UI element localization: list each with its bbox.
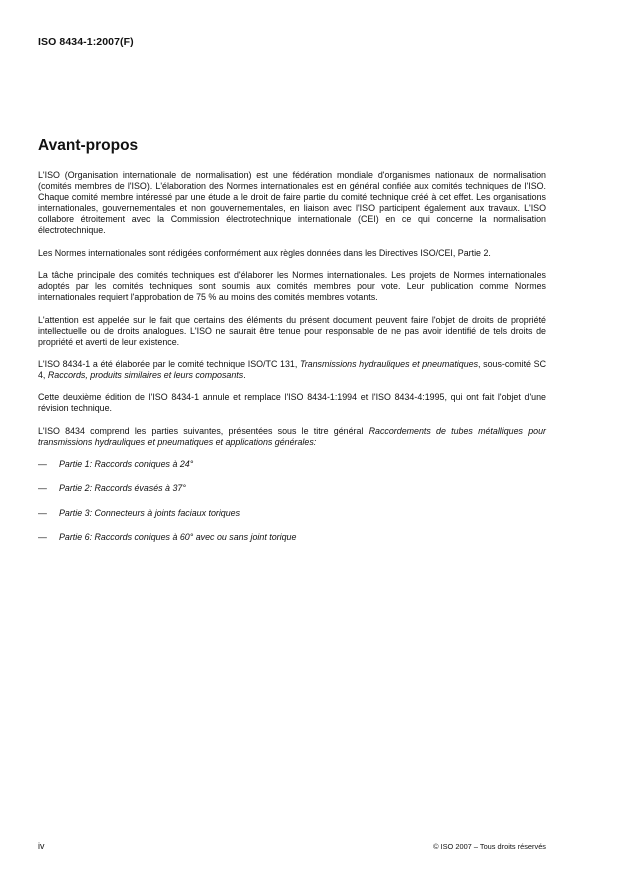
dash-bullet: — [38,483,47,494]
section-title: Avant-propos [38,137,139,154]
list-item [38,508,546,519]
list-item [38,532,546,543]
parts-list [38,459,546,543]
part-label: Partie 1: Raccords coniques à 24° [59,459,194,470]
paragraph-directives: Les Normes internationales sont rédigées conformément aux règles données dans les Directives ISO/CEI, Partie 2. [38,247,491,258]
part-label: Partie 2: Raccords évasés à 37° [59,483,186,494]
text: L'ISO 8434 comprend les parties suivantes, présentées sous le titre général [38,425,369,436]
dash-bullet: — [38,531,47,542]
list-item [38,459,546,470]
subcommittee-title: Raccords, produits similaires et leurs composants [47,370,244,381]
text: . [243,370,246,381]
foreword-body [38,170,546,556]
text: L'ISO 8434-1 a été élaborée par le comité technique ISO/TC 131, [38,358,300,369]
part-label: Partie 3: Connecteurs à joints faciaux toriques [59,507,241,518]
part-label: Partie 6: Raccords coniques à 60° avec ou sans joint torique [59,531,297,542]
text: , sous-comité SC 4, [38,358,546,381]
copyright-notice: © ISO 2007 – Tous droits réservés [433,842,546,851]
paragraph-technical-committees: La tâche principale des comités techniques est d'élaborer les Normes internationales. Les projets de Normes internationales adoptés par les comités techniques sont soumis aux comités membres pour vote. Leur publication comme Normes internationales requiert l'approbation de 75 % au moins des comités membres votants. [38,270,546,303]
dash-bullet: — [38,459,47,470]
dash-bullet: — [38,507,47,518]
committee-title: Transmissions hydrauliques et pneumatiques [299,358,479,369]
paragraph-committee-origin [38,359,546,381]
list-item [38,483,546,494]
paragraph-edition: Cette deuxième édition de l'ISO 8434-1 annule et remplace l'ISO 8434-1:1994 et l'ISO 8434-4:1995, qui ont fait l'objet d'une révision technique. [38,392,546,414]
paragraph-parts-intro [38,426,546,448]
paragraph-iso-organisation: L'ISO (Organisation internationale de normalisation) est une fédération mondiale d'organismes nationaux de normalisation (comités membres de l'ISO). L'élaboration des Normes internationales est en général confiée aux comités techniques de l'ISO. Chaque comité membre intéressé par une étude a le droit de faire partie du comité technique créé à cet effet. Les organisations internationales, gouvernementales et non gouvernementales, en liaison avec l'ISO participent également aux travaux. L'ISO collabore étroitement avec la Commission électrotechnique internationale (CEI) en ce qui concerne la normalisation électrotechnique. [38,170,546,236]
paragraph-patent-rights: L'attention est appelée sur le fait que certains des éléments du présent document peuvent faire l'objet de droits de propriété intellectuelle ou de droits analogues. L'ISO ne saurait être tenue pour responsable de ne pas avoir identifié de tels droits de propriété et averti de leur existence. [38,314,546,347]
page-number: iv [38,841,45,851]
general-title: Raccordements de tubes métalliques pour transmissions hydrauliques et pneumatiques et applications générales: [38,425,546,447]
document-id-header: ISO 8434-1:2007(F) [38,36,134,48]
